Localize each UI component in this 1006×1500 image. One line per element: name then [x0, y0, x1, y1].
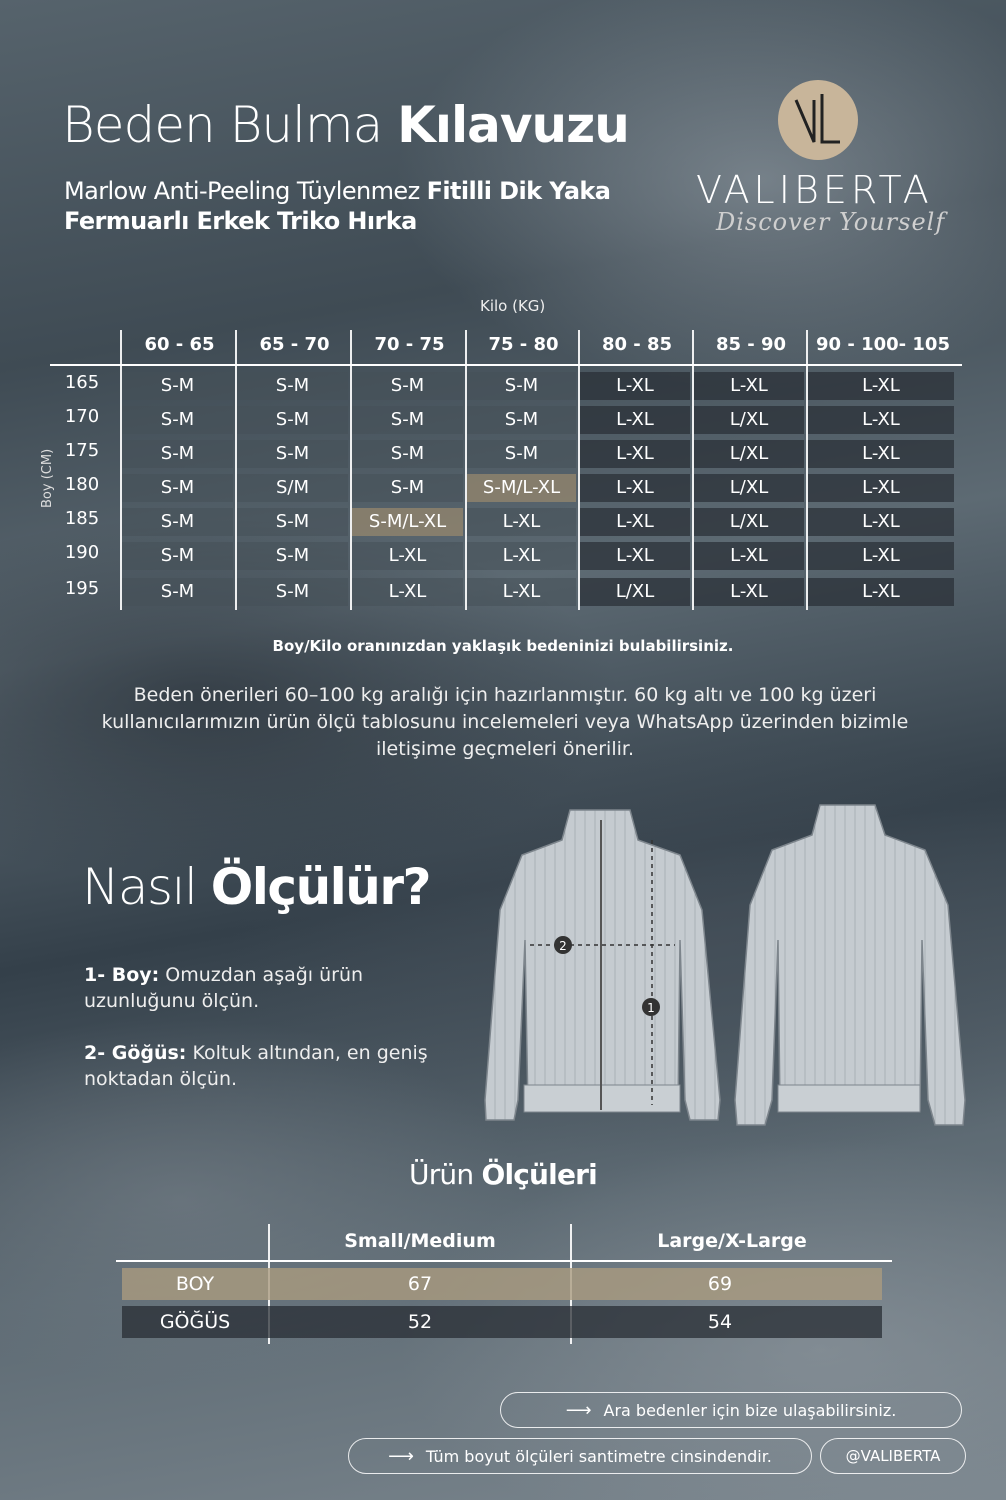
jacket-diagram — [480, 800, 980, 1140]
product-cell: 67 — [407, 1273, 433, 1295]
size-cell: L-XL — [467, 508, 576, 536]
height-row-header: 180 — [64, 474, 100, 495]
size-cell: S-M — [122, 542, 233, 570]
product-subtitle: Marlow Anti-Peeling Tüylenmez Fitilli Dik Yaka Fermuarlı Erkek Triko Hırka — [64, 177, 611, 235]
size-cell: S-M — [122, 406, 233, 434]
size-cell: L-XL — [580, 440, 690, 468]
size-cell: L-XL — [580, 372, 690, 400]
height-row-header: 185 — [64, 508, 100, 529]
size-cell: L/XL — [694, 474, 804, 502]
product-table-header-rule — [116, 1260, 892, 1262]
height-row-header: 175 — [64, 440, 100, 461]
product-cell: 54 — [707, 1311, 733, 1333]
height-row-header: 170 — [64, 406, 100, 427]
size-cell: S-M/L-XL — [467, 474, 576, 502]
social-handle-link[interactable]: @VALIBERTA — [820, 1438, 966, 1474]
size-cell: S-M — [122, 440, 233, 468]
brand-name: VALIBERTA — [696, 168, 933, 212]
size-cell: L-XL — [467, 542, 576, 570]
page-title: Beden Bulma Kılavuzu — [62, 96, 629, 154]
size-cell: S-M — [237, 440, 348, 468]
product-measurements-title: Ürün Ölçüleri — [409, 1158, 597, 1191]
height-row-header: 195 — [64, 578, 100, 599]
size-cell: L-XL — [694, 542, 804, 570]
size-cell: L-XL — [808, 474, 954, 502]
weight-col-header: 70 - 75 — [374, 334, 445, 355]
size-cell: L-XL — [808, 542, 954, 570]
size-cell: S-M — [467, 440, 576, 468]
info-pill-units: ⟶ Tüm boyut ölçüleri santimetre cinsindendir. — [348, 1438, 812, 1474]
size-cell: L-XL — [694, 372, 804, 400]
weight-col-header: 85 - 90 — [715, 334, 787, 355]
size-cell: L/XL — [694, 406, 804, 434]
size-cell: S-M — [467, 372, 576, 400]
size-cell: S-M — [352, 440, 463, 468]
product-cell: 52 — [407, 1311, 433, 1333]
arrow-right-icon: ⟶ — [565, 1399, 592, 1421]
size-cell: S-M — [122, 474, 233, 502]
size-cell: S-M — [122, 372, 233, 400]
size-cell: L/XL — [580, 578, 690, 606]
size-cell: S-M — [467, 406, 576, 434]
weight-axis-label: Kilo (KG) — [480, 297, 546, 315]
product-row-label: BOY — [175, 1273, 215, 1295]
size-cell: L-XL — [808, 372, 954, 400]
size-cell: L-XL — [352, 542, 463, 570]
height-row-header: 190 — [64, 542, 100, 563]
size-cell: L-XL — [694, 578, 804, 606]
how-to-measure-title: Nasıl Ölçülür? — [82, 858, 431, 916]
size-cell: L-XL — [808, 508, 954, 536]
size-cell: L/XL — [694, 508, 804, 536]
size-table-header-rule — [50, 364, 962, 366]
size-cell: S-M — [237, 406, 348, 434]
size-recommendation-text: Beden önerileri 60–100 kg aralığı için hazırlanmıştır. 60 kg altı ve 100 kg üzeri kullanıcılarımızın ürün ölçü tablosunu incelemeleri veya WhatsApp üzerinden bizimle iletişime geçmeleri önerilir. — [101, 684, 909, 760]
size-cell: L-XL — [580, 406, 690, 434]
size-cell: S-M/L-XL — [352, 508, 463, 536]
size-cell: L-XL — [580, 474, 690, 502]
brand-logo-mark — [778, 80, 858, 160]
height-row-header: 165 — [64, 372, 100, 393]
size-cell: L-XL — [808, 406, 954, 434]
size-cell: S/M — [237, 474, 348, 502]
size-cell: S-M — [352, 474, 463, 502]
weight-col-header: 80 - 85 — [601, 334, 673, 355]
brand-tagline: Discover Yourself — [716, 208, 946, 236]
weight-col-header: 60 - 65 — [144, 334, 215, 355]
weight-col-header: 90 - 100- 105 — [816, 334, 950, 355]
size-cell: L-XL — [580, 508, 690, 536]
step-length: 1- Boy: Omuzdan aşağı ürün uzunluğunu ölçün. — [84, 964, 364, 1012]
product-cell: 69 — [707, 1273, 733, 1295]
info-pill-sizes: ⟶ Ara bedenler için bize ulaşabilirsiniz. — [500, 1392, 962, 1428]
size-cell: S-M — [237, 508, 348, 536]
size-cell: L-XL — [808, 440, 954, 468]
marker-chest: 2 — [559, 939, 567, 953]
weight-col-header: 75 - 80 — [488, 334, 559, 355]
size-cell: S-M — [352, 406, 463, 434]
size-cell: L/XL — [694, 440, 804, 468]
size-cell: L-XL — [580, 542, 690, 570]
size-cell: L-XL — [352, 578, 463, 606]
size-cell: L-XL — [467, 578, 576, 606]
size-cell: S-M — [352, 372, 463, 400]
size-cell: S-M — [237, 578, 348, 606]
height-axis-label: Boy (CM) — [40, 448, 55, 508]
size-table-note: Boy/Kilo oranınızdan yaklaşık bedeninizi bulabilirsiniz. — [272, 637, 734, 655]
col-small-medium: Small/Medium — [344, 1230, 496, 1252]
size-cell: S-M — [237, 542, 348, 570]
product-row-label: GÖĞÜS — [159, 1311, 231, 1333]
size-cell: S-M — [122, 508, 233, 536]
size-cell: L-XL — [808, 578, 954, 606]
step-chest: 2- Göğüs: Koltuk altından, en geniş noktadan ölçün. — [84, 1042, 428, 1090]
jacket-front-icon — [485, 810, 720, 1120]
marker-length: 1 — [647, 1001, 655, 1015]
weight-col-header: 65 - 70 — [259, 334, 330, 355]
col-large-xlarge: Large/X-Large — [657, 1230, 807, 1252]
jacket-back-icon — [735, 805, 965, 1125]
size-cell: S-M — [237, 372, 348, 400]
arrow-right-icon: ⟶ — [388, 1445, 414, 1467]
size-cell: S-M — [122, 578, 233, 606]
